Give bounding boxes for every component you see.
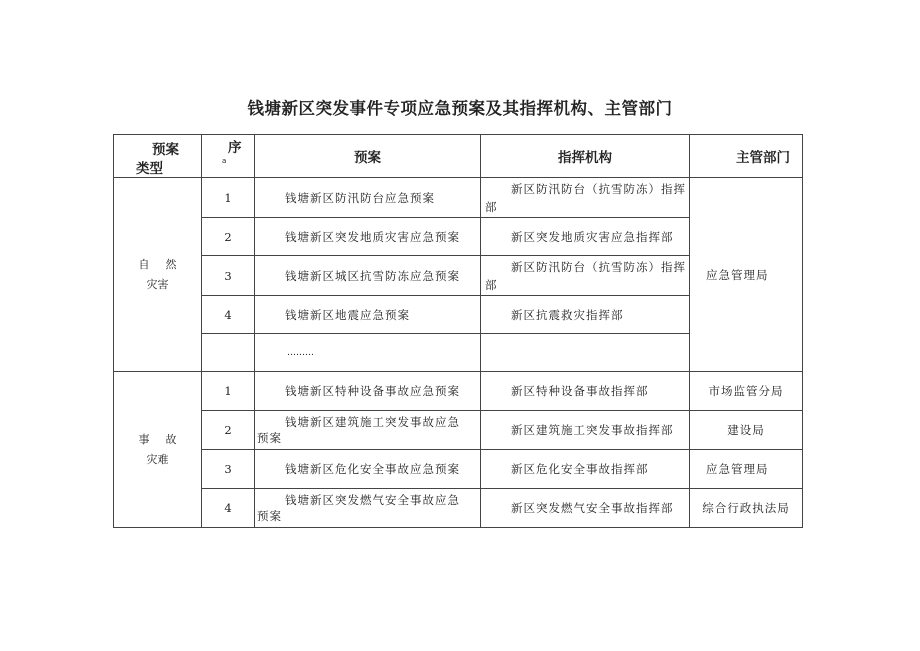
command-cell: 新区特种设备事故指挥部 <box>481 372 690 411</box>
command-line2: 部 <box>485 200 498 214</box>
plan-cell: 钱塘新区危化安全事故应急预案 <box>255 450 481 489</box>
dept-cell: 应急管理局 <box>690 178 803 372</box>
category-line1: 自然 <box>138 257 193 271</box>
seq-cell: 2 <box>202 218 255 256</box>
plan-line1: 钱塘新区建筑施工突发事故应急 <box>285 415 460 429</box>
plan-line1: 钱塘新区突发燃气安全事故应急 <box>285 493 460 507</box>
plan-line2: 预案 <box>257 431 282 445</box>
table-row <box>114 178 803 218</box>
table-header-row <box>114 135 803 178</box>
command-line2: 部 <box>485 278 498 292</box>
command-cell <box>481 178 690 218</box>
header-seq-line1: 序 <box>228 140 242 156</box>
plan-cell <box>255 489 481 528</box>
command-cell: 新区危化安全事故指挥部 <box>481 450 690 489</box>
plan-cell: 钱塘新区防汛防台应急预案 <box>255 178 481 218</box>
header-type-line2: 类型 <box>136 161 163 177</box>
table-row <box>114 372 803 411</box>
command-cell: 新区建筑施工突发事故指挥部 <box>481 411 690 450</box>
plan-line2: 预案 <box>257 509 282 523</box>
command-line1: 新区防汛防台（抗雪防冻）指挥 <box>511 182 686 196</box>
seq-cell <box>202 334 255 372</box>
seq-cell: 3 <box>202 450 255 489</box>
dept-cell: 市场监管分局 <box>690 372 803 411</box>
command-cell <box>481 334 690 372</box>
table-row <box>114 411 803 450</box>
header-type-line1: 预案 <box>152 142 179 158</box>
plan-cell-ellipsis: ……… <box>255 334 481 372</box>
command-cell: 新区抗震救灾指挥部 <box>481 296 690 334</box>
category-natural-disaster <box>114 178 202 372</box>
command-cell: 新区突发地质灾害应急指挥部 <box>481 218 690 256</box>
header-command: 指挥机构 <box>481 135 690 178</box>
dept-cell: 建设局 <box>690 411 803 450</box>
category-accident-disaster <box>114 372 202 528</box>
category-line2: 灾难 <box>146 452 169 466</box>
plan-cell <box>255 411 481 450</box>
category-line2: 灾害 <box>146 277 169 291</box>
seq-cell: 4 <box>202 489 255 528</box>
plan-cell: 钱塘新区突发地质灾害应急预案 <box>255 218 481 256</box>
seq-cell: 3 <box>202 256 255 296</box>
page-title: 钱塘新区突发事件专项应急预案及其指挥机构、主管部门 <box>247 99 673 118</box>
header-seq-line2: a <box>222 157 227 165</box>
table-row <box>114 489 803 528</box>
category-line1: 事故 <box>138 432 193 446</box>
header-type <box>114 135 202 178</box>
dept-cell: 应急管理局 <box>690 450 803 489</box>
plan-cell: 钱塘新区特种设备事故应急预案 <box>255 372 481 411</box>
header-plan: 预案 <box>255 135 481 178</box>
seq-cell: 1 <box>202 372 255 411</box>
plan-table <box>113 134 803 528</box>
table-row <box>114 450 803 489</box>
seq-cell: 2 <box>202 411 255 450</box>
command-cell <box>481 256 690 296</box>
plan-cell: 钱塘新区地震应急预案 <box>255 296 481 334</box>
seq-cell: 4 <box>202 296 255 334</box>
plan-cell: 钱塘新区城区抗雪防冻应急预案 <box>255 256 481 296</box>
header-seq <box>202 135 255 178</box>
command-line1: 新区防汛防台（抗雪防冻）指挥 <box>511 260 686 274</box>
command-cell: 新区突发燃气安全事故指挥部 <box>481 489 690 528</box>
header-dept: 主管部门 <box>690 135 803 178</box>
seq-cell: 1 <box>202 178 255 218</box>
dept-cell: 综合行政执法局 <box>690 489 803 528</box>
